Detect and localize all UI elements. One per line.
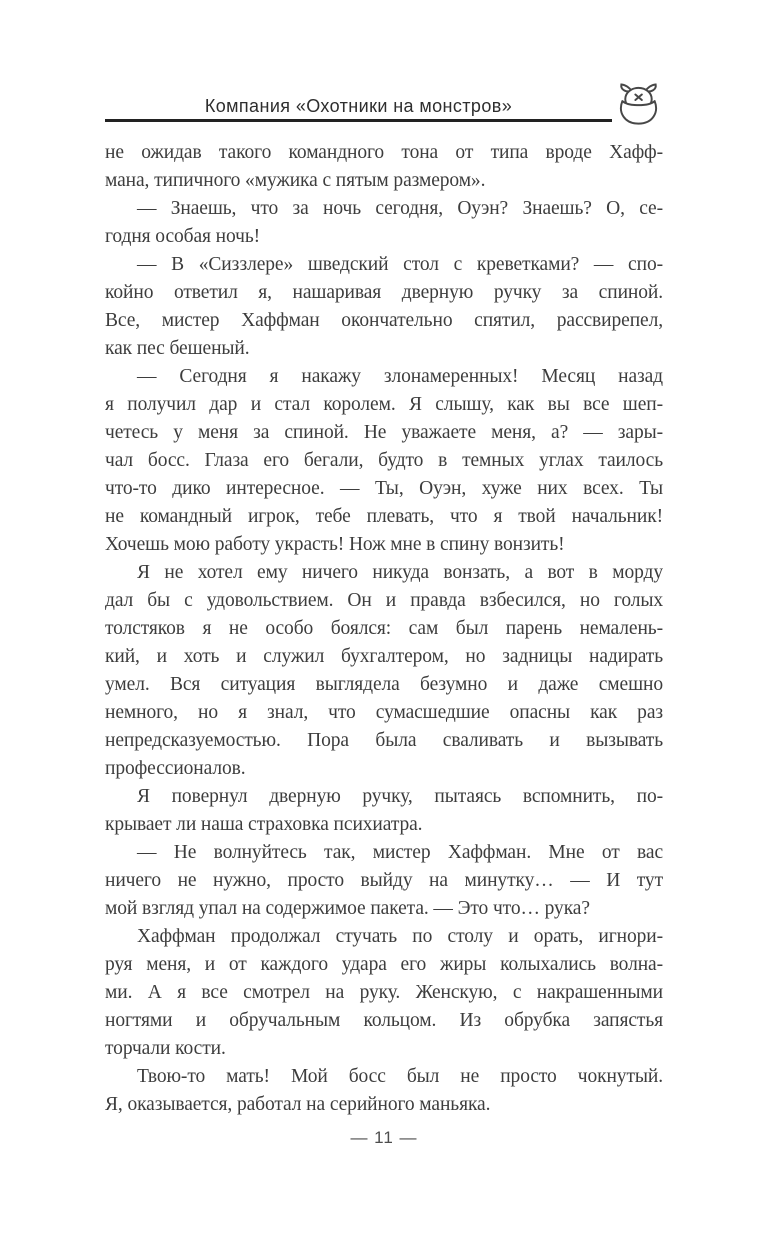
text-line: крывает ли наша страховка психиатра. [105, 814, 423, 835]
devil-face-icon [615, 82, 662, 129]
text-line: мана, типичного «мужика с пятым размером». [105, 170, 486, 191]
paragraph [105, 139, 663, 195]
text-line: руя меня, и от каждого удара его жиры колыхались волна- [105, 954, 663, 975]
text-line: ми. А я все смотрел на руку. Женскую, с накрашенными [105, 982, 663, 1003]
text-line: немного, но я знал, что сумасшедшие опасны как раз [105, 702, 663, 723]
text-line: — Знаешь, что за ночь сегодня, Оуэн? Знаешь? О, се- [137, 198, 663, 219]
paragraph [105, 923, 663, 1063]
paragraph [105, 363, 663, 559]
text-line: профессионалов. [105, 758, 246, 779]
paragraph [105, 251, 663, 363]
text-line: четесь у меня за спиной. Не уважаете меня, а? — зары- [105, 422, 663, 443]
text-line: умел. Вся ситуация выглядела безумно и даже смешно [105, 674, 663, 695]
text-line: — Сегодня я накажу злонамеренных! Месяц назад [137, 366, 663, 387]
paragraph [105, 1063, 663, 1119]
text-line: Твою-то мать! Мой босс был не просто чокнутый. [137, 1066, 663, 1087]
text-line: толстяков я не особо боялся: сам был парень немалень- [105, 618, 663, 639]
text-line: не ожидав такого командного тона от типа вроде Хафф- [105, 142, 663, 163]
text-line: Все, мистер Хаффман окончательно спятил, рассвирепел, [105, 310, 663, 331]
text-line: не командный игрок, тебе плевать, что я твой начальник! [105, 506, 663, 527]
text-line: — Не волнуйтесь так, мистер Хаффман. Мне от вас [137, 842, 663, 863]
text-line: Я повернул дверную ручку, пытаясь вспомнить, по- [137, 786, 663, 807]
text-line: дал бы с удовольствием. Он и правда взбесился, но голых [105, 590, 663, 611]
text-line: чал босс. Глаза его бегали, будто в темных углах таилось [105, 450, 663, 471]
text-line: как пес бешеный. [105, 338, 250, 359]
text-line: Я, оказывается, работал на серийного маньяка. [105, 1094, 491, 1115]
paragraph [105, 839, 663, 923]
text-line: мой взгляд упал на содержимое пакета. — Это что… рука? [105, 898, 590, 919]
body-text [105, 139, 663, 1119]
paragraph [105, 783, 663, 839]
text-line: кий, и хоть и служил бухгалтером, но задницы надирать [105, 646, 663, 667]
running-title: Компания «Охотники на монстров» [204, 96, 513, 116]
text-line: — В «Сиззлере» шведский стол с креветками? — спо- [137, 254, 663, 275]
paragraph [105, 559, 663, 783]
text-line: я получил дар и стал королем. Я слышу, как вы все шеп- [105, 394, 663, 415]
paragraph [105, 195, 663, 251]
text-line: что-то дико интересное. — Ты, Оуэн, хуже них всех. Ты [105, 478, 663, 499]
text-line: Хаффман продолжал стучать по столу и орать, игнори- [137, 926, 663, 947]
text-line: ничего не нужно, просто выйду на минутку… — И тут [105, 870, 663, 891]
text-line: торчали кости. [105, 1038, 226, 1059]
text-line: непредсказуемостью. Пора была сваливать и вызывать [105, 730, 663, 751]
page-number: — 11 — [350, 1128, 418, 1147]
header-rule [105, 119, 612, 122]
text-line: койно ответил я, нашаривая дверную ручку за спиной. [105, 282, 663, 303]
text-line: годня особая ночь! [105, 226, 261, 247]
text-line: Хочешь мою работу украсть! Нож мне в спину вонзить! [105, 534, 565, 555]
text-line: Я не хотел ему ничего никуда вонзать, а вот в морду [137, 562, 663, 583]
text-line: ногтями и обручальным кольцом. Из обрубка запястья [105, 1010, 663, 1031]
